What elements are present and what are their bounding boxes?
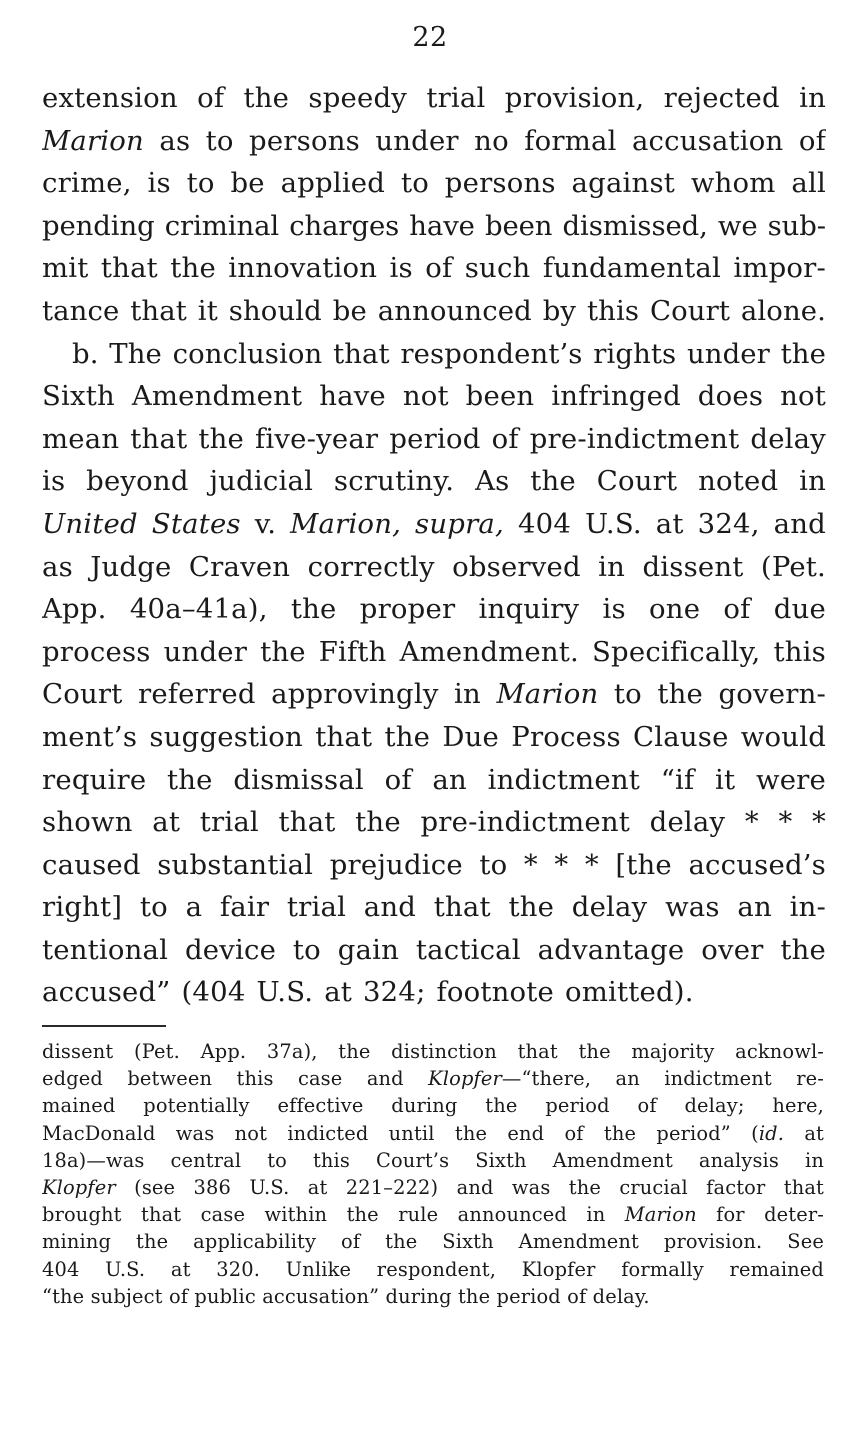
text-segment: dissent (Pet. App. 37a), the distinction that the majority acknowl-: [42, 1040, 824, 1063]
body-line: [42, 247, 826, 290]
text-segment: 404 U.S. at 320. Unlike respondent, Klopfer formally remained: [42, 1257, 824, 1281]
footnote-line: [42, 1038, 824, 1065]
text-segment: as Judge Craven correctly observed in dissent (Pet.: [42, 550, 826, 583]
footnote-line: [42, 1283, 824, 1310]
text-segment: crime, is to be applied to persons against whom all: [42, 167, 826, 200]
text-segment: for deter-: [696, 1203, 824, 1227]
body-line: [42, 375, 826, 418]
body-line: [42, 886, 826, 929]
text-segment: —“there, an indictment re-: [501, 1067, 824, 1091]
body-line: [42, 503, 826, 546]
text-segment: require the dismissal of an indictment “if it were: [42, 763, 826, 796]
main-text: [42, 77, 826, 1014]
text-segment: edged between this case and: [42, 1067, 429, 1091]
text-segment: to the govern-: [598, 678, 826, 711]
italic-text: Marion: [496, 678, 599, 711]
body-line: [42, 844, 826, 887]
text-segment: shown at trial that the pre-indictment delay * * *: [42, 806, 826, 839]
italic-text: Marion: [624, 1203, 697, 1227]
text-segment: b. The conclusion that respondent’s rights under the: [72, 337, 826, 370]
text-segment: extension of the speedy trial provision, rejected in: [42, 82, 826, 114]
text-segment: 404 U.S. at 324, and: [503, 507, 826, 540]
footnote-line: [42, 1147, 824, 1174]
italic-text: id.: [758, 1121, 785, 1145]
body-line: [42, 588, 826, 631]
body-line: [42, 971, 826, 1014]
text-segment: “the subject of public accusation” during the period of delay.: [42, 1284, 650, 1308]
text-segment: tentional device to gain tactical advantage over the: [42, 933, 826, 966]
body-line: [42, 673, 826, 716]
body-line: [42, 631, 826, 674]
text-segment: pending criminal charges have been dismissed, we sub-: [42, 209, 826, 242]
text-segment: tance that it should be announced by this Court alone.: [42, 294, 826, 327]
text-segment: Sixth Amendment have not been infringed does not: [42, 380, 826, 413]
page-number: 22: [412, 22, 448, 53]
body-line: [42, 120, 826, 163]
footnote-line: [42, 1228, 824, 1255]
body-line: [42, 929, 826, 972]
body-line: [42, 333, 826, 376]
italic-text: United States: [42, 507, 241, 540]
italic-text: Klopfer: [42, 1175, 116, 1199]
text-segment: v.: [240, 507, 291, 540]
text-segment: is beyond judicial scrutiny. As the Court noted in: [42, 465, 826, 498]
body-line: [42, 418, 826, 461]
footnote-line: [42, 1201, 824, 1228]
footnote-divider: [42, 1025, 166, 1027]
footnote-line: [42, 1120, 824, 1147]
text-segment: Court referred approvingly in: [42, 678, 497, 711]
text-segment: at: [784, 1121, 824, 1145]
text-segment: right] to a fair trial and that the delay was an in-: [42, 891, 826, 924]
text-segment: accused” (404 U.S. at 324; footnote omitted).: [42, 976, 694, 1009]
body-line: [42, 759, 826, 802]
body-line: [42, 546, 826, 589]
text-segment: brought that case within the rule announced in: [42, 1203, 625, 1227]
text-segment: mean that the five-year period of pre-indictment delay: [42, 422, 826, 455]
body-line: [42, 716, 826, 759]
text-segment: ment’s suggestion that the Due Process Clause would: [42, 720, 826, 753]
text-segment: as to persons under no formal accusation of: [143, 124, 826, 157]
italic-text: Marion: [42, 124, 144, 157]
text-segment: 18a)—was central to this Court’s Sixth Amendment analysis in: [42, 1148, 824, 1172]
body-line: [42, 460, 826, 503]
text-segment: mining the applicability of the Sixth Amendment provision. See: [42, 1230, 824, 1254]
italic-text: Klopfer: [428, 1067, 502, 1091]
body-line: [42, 801, 826, 844]
text-segment: App. 40a–41a), the proper inquiry is one of due: [42, 593, 826, 626]
text-segment: process under the Fifth Amendment. Specifically, this: [42, 635, 826, 668]
body-line: [42, 77, 826, 120]
text-segment: MacDonald was not indicted until the end of the period” (: [42, 1121, 759, 1145]
footnote-line: [42, 1065, 824, 1092]
body-line: [42, 290, 826, 333]
text-segment: mained potentially effective during the period of delay; here,: [42, 1094, 824, 1118]
footnote-text: [42, 1038, 824, 1310]
footnote-line: [42, 1174, 824, 1201]
text-segment: (see 386 U.S. at 221–222) and was the crucial factor that: [115, 1175, 824, 1199]
body-line: [42, 162, 826, 205]
text-segment: mit that the innovation is of such fundamental impor-: [42, 252, 826, 285]
italic-text: Marion, supra,: [290, 507, 504, 540]
footnote-line: [42, 1256, 824, 1283]
footnote-line: [42, 1092, 824, 1119]
text-segment: caused substantial prejudice to * * * [the accused’s: [42, 848, 826, 881]
body-line: [42, 205, 826, 248]
